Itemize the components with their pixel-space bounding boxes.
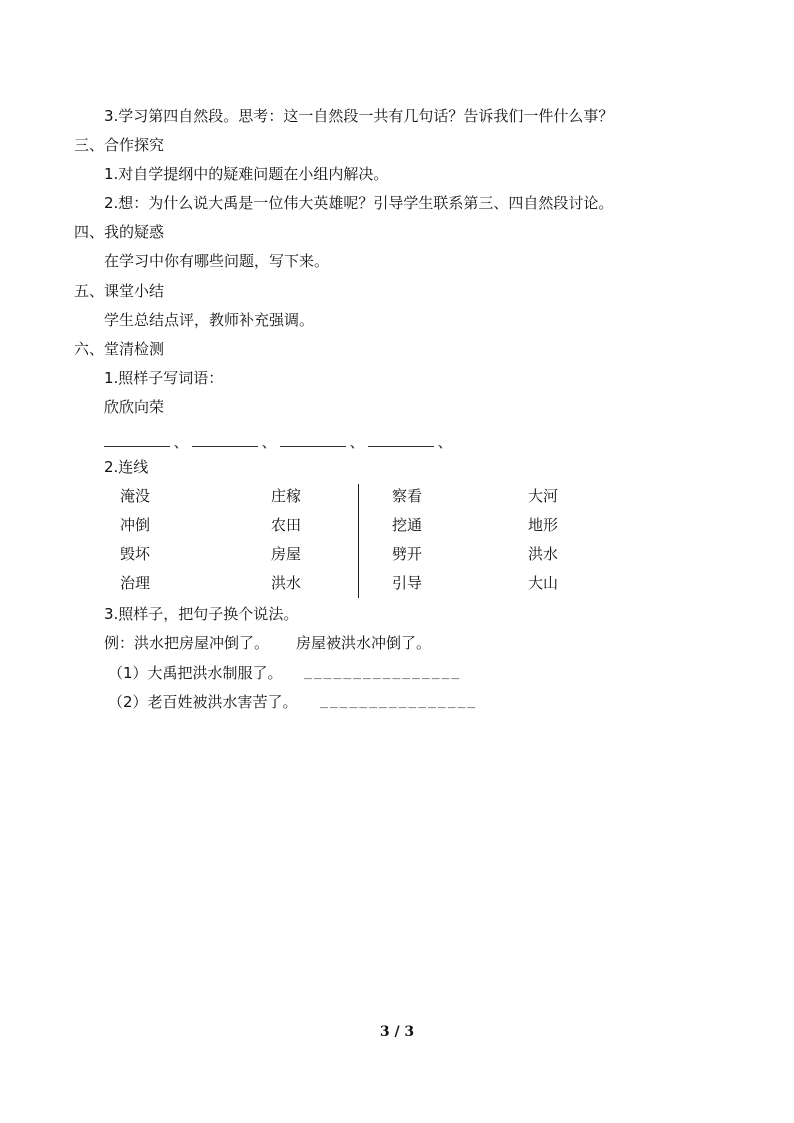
page-number: 3 / 3 bbox=[379, 1024, 415, 1040]
blank-separator: 、 bbox=[173, 433, 189, 451]
match-word: 挖通 bbox=[392, 516, 423, 534]
match-word: 地形 bbox=[528, 516, 559, 534]
question-two: （2）老百姓被洪水害苦了。 bbox=[108, 693, 298, 711]
word-blanks-row bbox=[104, 432, 456, 452]
match-word: 大河 bbox=[528, 487, 559, 505]
question-one: （1）大禹把洪水制服了。 bbox=[108, 664, 283, 682]
word-blank[interactable] bbox=[104, 434, 170, 447]
line-matching-heading: 2.连线 bbox=[104, 458, 149, 476]
match-word: 淹没 bbox=[120, 487, 151, 505]
blank-separator: 、 bbox=[261, 433, 277, 451]
answer-line-one[interactable]: ________________ bbox=[304, 665, 462, 680]
match-word: 洪水 bbox=[271, 574, 302, 592]
line-word-example: 欣欣向荣 bbox=[104, 398, 165, 416]
match-word: 治理 bbox=[120, 574, 151, 592]
answer-line-two[interactable]: ________________ bbox=[320, 694, 478, 709]
line-write-questions: 在学习中你有哪些问题，写下来。 bbox=[104, 252, 330, 270]
line-study-paragraph-four: 3.学习第四自然段。思考：这一自然段一共有几句话？告诉我们一件什么事？ bbox=[104, 107, 614, 125]
section-heading-test: 六、堂清检测 bbox=[74, 340, 165, 358]
line-summary-detail: 学生总结点评，教师补充强调。 bbox=[104, 311, 315, 329]
match-word: 房屋 bbox=[271, 545, 302, 563]
match-word: 引导 bbox=[392, 574, 423, 592]
line-example-sentence: 例：洪水把房屋冲倒了。 bbox=[104, 634, 270, 652]
match-word: 劈开 bbox=[392, 545, 423, 563]
match-word: 冲倒 bbox=[120, 516, 151, 534]
word-blank[interactable] bbox=[368, 434, 434, 447]
blank-separator: 、 bbox=[349, 433, 365, 451]
match-word: 农田 bbox=[271, 516, 302, 534]
section-heading-doubts: 四、我的疑惑 bbox=[74, 223, 165, 241]
section-heading-cooperation: 三、合作探究 bbox=[74, 136, 165, 154]
match-word: 毁坏 bbox=[120, 545, 151, 563]
match-word: 庄稼 bbox=[271, 487, 302, 505]
section-heading-summary: 五、课堂小结 bbox=[74, 282, 165, 300]
line-sentence-exercise: 3.照样子，把句子换个说法。 bbox=[104, 605, 299, 623]
word-blank[interactable] bbox=[192, 434, 258, 447]
word-blank[interactable] bbox=[280, 434, 346, 447]
line-word-exercise: 1.照样子写词语： bbox=[104, 369, 224, 387]
match-word: 洪水 bbox=[528, 545, 559, 563]
match-word: 察看 bbox=[392, 487, 423, 505]
match-word: 大山 bbox=[528, 574, 559, 592]
line-group-solve: 1.对自学提纲中的疑难问题在小组内解决。 bbox=[104, 165, 389, 183]
matching-divider bbox=[358, 484, 359, 598]
line-hero-discussion: 2.想：为什么说大禹是一位伟大英雄呢？引导学生联系第三、四自然段讨论。 bbox=[104, 194, 614, 212]
blank-separator: 、 bbox=[437, 433, 453, 451]
line-example-answer: 房屋被洪水冲倒了。 bbox=[296, 634, 432, 652]
